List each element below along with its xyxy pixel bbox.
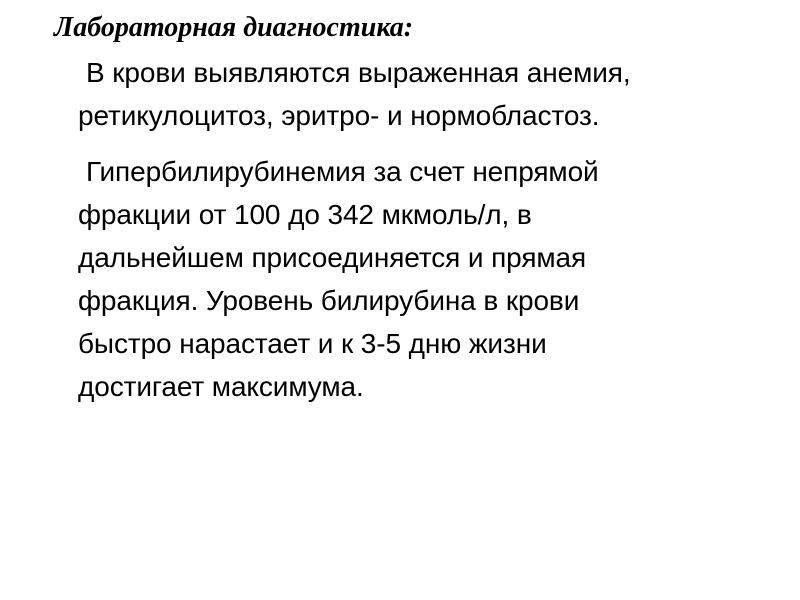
paragraph-line: быстро нарастает и к 3-5 дню жизни bbox=[78, 328, 547, 359]
paragraph-line: достигает максимума. bbox=[78, 371, 364, 402]
paragraph-line: ретикулоцитоз, эритро- и нормобластоз. bbox=[78, 100, 600, 131]
paragraph-line: В крови выявляются выраженная анемия, bbox=[86, 57, 631, 88]
paragraph-line: дальнейшем присоединяется и прямая bbox=[78, 242, 587, 273]
paragraph-line: фракции от 100 до 342 мкмоль/л, в bbox=[78, 199, 532, 230]
paragraph-blood-findings bbox=[78, 51, 738, 137]
paragraph-hyperbilirubinemia bbox=[78, 150, 738, 408]
paragraph-line: фракция. Уровень билирубина в крови bbox=[78, 285, 580, 316]
slide-heading: Лабораторная диагностика: bbox=[54, 12, 414, 43]
paragraph-line: Гипербилирубинемия за счет непрямой bbox=[86, 156, 599, 187]
